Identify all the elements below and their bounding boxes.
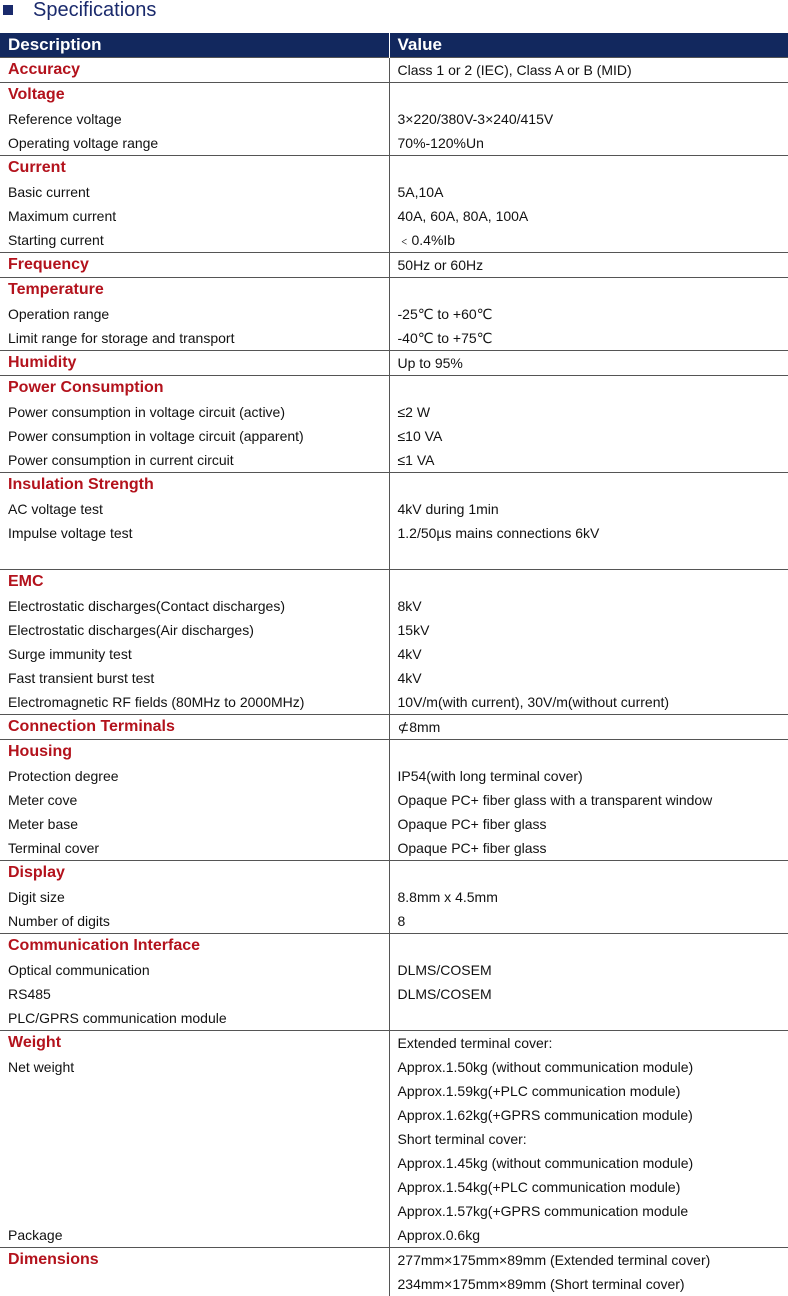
section-row-frequency: [0, 253, 788, 278]
value-cell: [389, 1248, 788, 1296]
spec-value: ﹤0.4%Ib: [390, 228, 788, 252]
spec-label: Optical communication: [0, 958, 389, 982]
spec-label: Protection degree: [0, 764, 389, 788]
column-header-description: Description: [0, 33, 389, 58]
spec-value: 8: [390, 909, 788, 933]
category-value: [390, 278, 788, 302]
value-cell: [389, 473, 788, 570]
value-cell: [389, 253, 788, 278]
description-cell: [0, 376, 389, 473]
spacer: [390, 545, 788, 569]
description-cell: [0, 278, 389, 351]
spec-value: 15kV: [390, 618, 788, 642]
spec-label: [0, 1127, 389, 1151]
value-cell: [389, 351, 788, 376]
section-row-dimensions: [0, 1248, 788, 1296]
spec-value: ≤2 W: [390, 400, 788, 424]
spec-label: Electrostatic discharges(Air discharges): [0, 618, 389, 642]
spec-label: [0, 1079, 389, 1103]
section-row-communication-interface: [0, 934, 788, 1031]
spec-value: Opaque PC+ fiber glass: [390, 836, 788, 860]
spec-value: Approx.1.62kg(+GPRS communication module): [390, 1103, 788, 1127]
value-cell: [389, 156, 788, 253]
spec-label: Power consumption in voltage circuit (active): [0, 400, 389, 424]
spec-label: Maximum current: [0, 204, 389, 228]
category-value: Class 1 or 2 (IEC), Class A or B (MID): [390, 58, 788, 82]
spec-label: [0, 1103, 389, 1127]
description-cell: [0, 740, 389, 861]
table-body: [0, 58, 788, 1296]
category-label: Voltage: [0, 83, 389, 107]
description-cell: [0, 351, 389, 376]
description-cell: [0, 83, 389, 156]
section-row-connection-terminals: [0, 715, 788, 740]
value-cell: [389, 861, 788, 934]
section-row-accuracy: [0, 58, 788, 83]
value-cell: [389, 715, 788, 740]
spec-label: Reference voltage: [0, 107, 389, 131]
category-label: Weight: [0, 1031, 389, 1055]
spec-label: Package: [0, 1223, 389, 1247]
spec-label: Limit range for storage and transport: [0, 326, 389, 350]
description-cell: [0, 1031, 389, 1248]
spec-value: DLMS/COSEM: [390, 982, 788, 1006]
spec-label: Starting current: [0, 228, 389, 252]
category-label: Frequency: [0, 253, 389, 277]
description-cell: [0, 156, 389, 253]
category-value: [390, 473, 788, 497]
spec-label: Net weight: [0, 1055, 389, 1079]
spec-value: Approx.1.59kg(+PLC communication module): [390, 1079, 788, 1103]
spec-label: Meter cove: [0, 788, 389, 812]
category-label: Accuracy: [0, 58, 389, 82]
spec-value: Approx.1.57kg(+GPRS communication module: [390, 1199, 788, 1223]
spec-value: ≤1 VA: [390, 448, 788, 472]
spec-label: [0, 1151, 389, 1175]
category-value: [390, 740, 788, 764]
specifications-heading: [0, 0, 788, 33]
value-cell: [389, 376, 788, 473]
category-label: EMC: [0, 570, 389, 594]
spec-value: 234mm×175mm×89mm (Short terminal cover): [390, 1272, 788, 1296]
table-header-row: [0, 33, 788, 58]
page-title: Specifications: [33, 0, 156, 23]
spec-label: Terminal cover: [0, 836, 389, 860]
spec-value: -40℃ to +75℃: [390, 326, 788, 350]
category-label: Temperature: [0, 278, 389, 302]
spec-label: [0, 1199, 389, 1223]
spec-value: -25℃ to +60℃: [390, 302, 788, 326]
section-row-humidity: [0, 351, 788, 376]
spec-value: 40A, 60A, 80A, 100A: [390, 204, 788, 228]
spec-label: Electromagnetic RF fields (80MHz to 2000MHz): [0, 690, 389, 714]
value-cell: [389, 570, 788, 715]
category-value: Extended terminal cover:: [390, 1031, 788, 1055]
square-bullet-icon: [3, 5, 13, 15]
section-row-display: [0, 861, 788, 934]
spec-value: ≤10 VA: [390, 424, 788, 448]
category-label: Humidity: [0, 351, 389, 375]
category-value: [390, 83, 788, 107]
description-cell: [0, 58, 389, 83]
spec-value: Short terminal cover:: [390, 1127, 788, 1151]
spec-label: Electrostatic discharges(Contact discharges): [0, 594, 389, 618]
spec-value: [390, 1006, 788, 1030]
category-value: 277mm×175mm×89mm (Extended terminal cover): [390, 1248, 788, 1272]
spec-value: 4kV during 1min: [390, 497, 788, 521]
category-value: [390, 376, 788, 400]
spec-label: Operation range: [0, 302, 389, 326]
section-row-insulation-strength: [0, 473, 788, 570]
spec-label: Power consumption in voltage circuit (apparent): [0, 424, 389, 448]
spec-value: DLMS/COSEM: [390, 958, 788, 982]
category-label: Communication Interface: [0, 934, 389, 958]
section-row-housing: [0, 740, 788, 861]
value-cell: [389, 58, 788, 83]
spec-value: 8kV: [390, 594, 788, 618]
description-cell: [0, 473, 389, 570]
spec-value: 4kV: [390, 642, 788, 666]
spec-label: Operating voltage range: [0, 131, 389, 155]
category-label: Power Consumption: [0, 376, 389, 400]
value-cell: [389, 83, 788, 156]
category-label: Display: [0, 861, 389, 885]
description-cell: [0, 253, 389, 278]
spec-label: Basic current: [0, 180, 389, 204]
specifications-table: [0, 33, 788, 1296]
category-value: [390, 861, 788, 885]
value-cell: [389, 934, 788, 1031]
spec-value: Approx.1.54kg(+PLC communication module): [390, 1175, 788, 1199]
section-row-temperature: [0, 278, 788, 351]
spec-value: 1.2/50µs mains connections 6kV: [390, 521, 788, 545]
category-label: Dimensions: [0, 1248, 389, 1272]
spec-label: AC voltage test: [0, 497, 389, 521]
spec-value: Opaque PC+ fiber glass: [390, 812, 788, 836]
section-row-weight: [0, 1031, 788, 1248]
column-header-value: Value: [389, 33, 788, 58]
spec-label: Meter base: [0, 812, 389, 836]
category-label: Housing: [0, 740, 389, 764]
spec-label: Digit size: [0, 885, 389, 909]
category-value: Up to 95%: [390, 351, 788, 375]
section-row-power-consumption: [0, 376, 788, 473]
spec-value: 8.8mm x 4.5mm: [390, 885, 788, 909]
description-cell: [0, 934, 389, 1031]
category-label: Connection Terminals: [0, 715, 389, 739]
category-value: [390, 934, 788, 958]
spec-label: Surge immunity test: [0, 642, 389, 666]
value-cell: [389, 1031, 788, 1248]
category-value: [390, 570, 788, 594]
spec-value: 4kV: [390, 666, 788, 690]
spec-label: PLC/GPRS communication module: [0, 1006, 389, 1030]
spec-label: RS485: [0, 982, 389, 1006]
spec-value: Approx.0.6kg: [390, 1223, 788, 1247]
category-value: [390, 156, 788, 180]
spacer: [0, 545, 389, 569]
spec-value: 70%-120%Un: [390, 131, 788, 155]
section-row-current: [0, 156, 788, 253]
spec-value: 10V/m(with current), 30V/m(without current): [390, 690, 788, 714]
spec-value: Approx.1.50kg (without communication module): [390, 1055, 788, 1079]
spec-label: Power consumption in current circuit: [0, 448, 389, 472]
spec-value: Opaque PC+ fiber glass with a transparent window: [390, 788, 788, 812]
section-row-emc: [0, 570, 788, 715]
spec-value: Approx.1.45kg (without communication module): [390, 1151, 788, 1175]
value-cell: [389, 740, 788, 861]
category-value: ⊄8mm: [390, 715, 788, 739]
spec-value: 3×220/380V-3×240/415V: [390, 107, 788, 131]
description-cell: [0, 570, 389, 715]
description-cell: [0, 715, 389, 740]
description-cell: [0, 861, 389, 934]
spec-label: [0, 1175, 389, 1199]
spec-label: Impulse voltage test: [0, 521, 389, 545]
spec-label: Fast transient burst test: [0, 666, 389, 690]
category-label: Insulation Strength: [0, 473, 389, 497]
spec-value: IP54(with long terminal cover): [390, 764, 788, 788]
category-label: Current: [0, 156, 389, 180]
spec-label: Number of digits: [0, 909, 389, 933]
description-cell: [0, 1248, 389, 1296]
spec-value: 5A,10A: [390, 180, 788, 204]
value-cell: [389, 278, 788, 351]
category-value: 50Hz or 60Hz: [390, 253, 788, 277]
spec-label: [0, 1272, 389, 1296]
section-row-voltage: [0, 83, 788, 156]
